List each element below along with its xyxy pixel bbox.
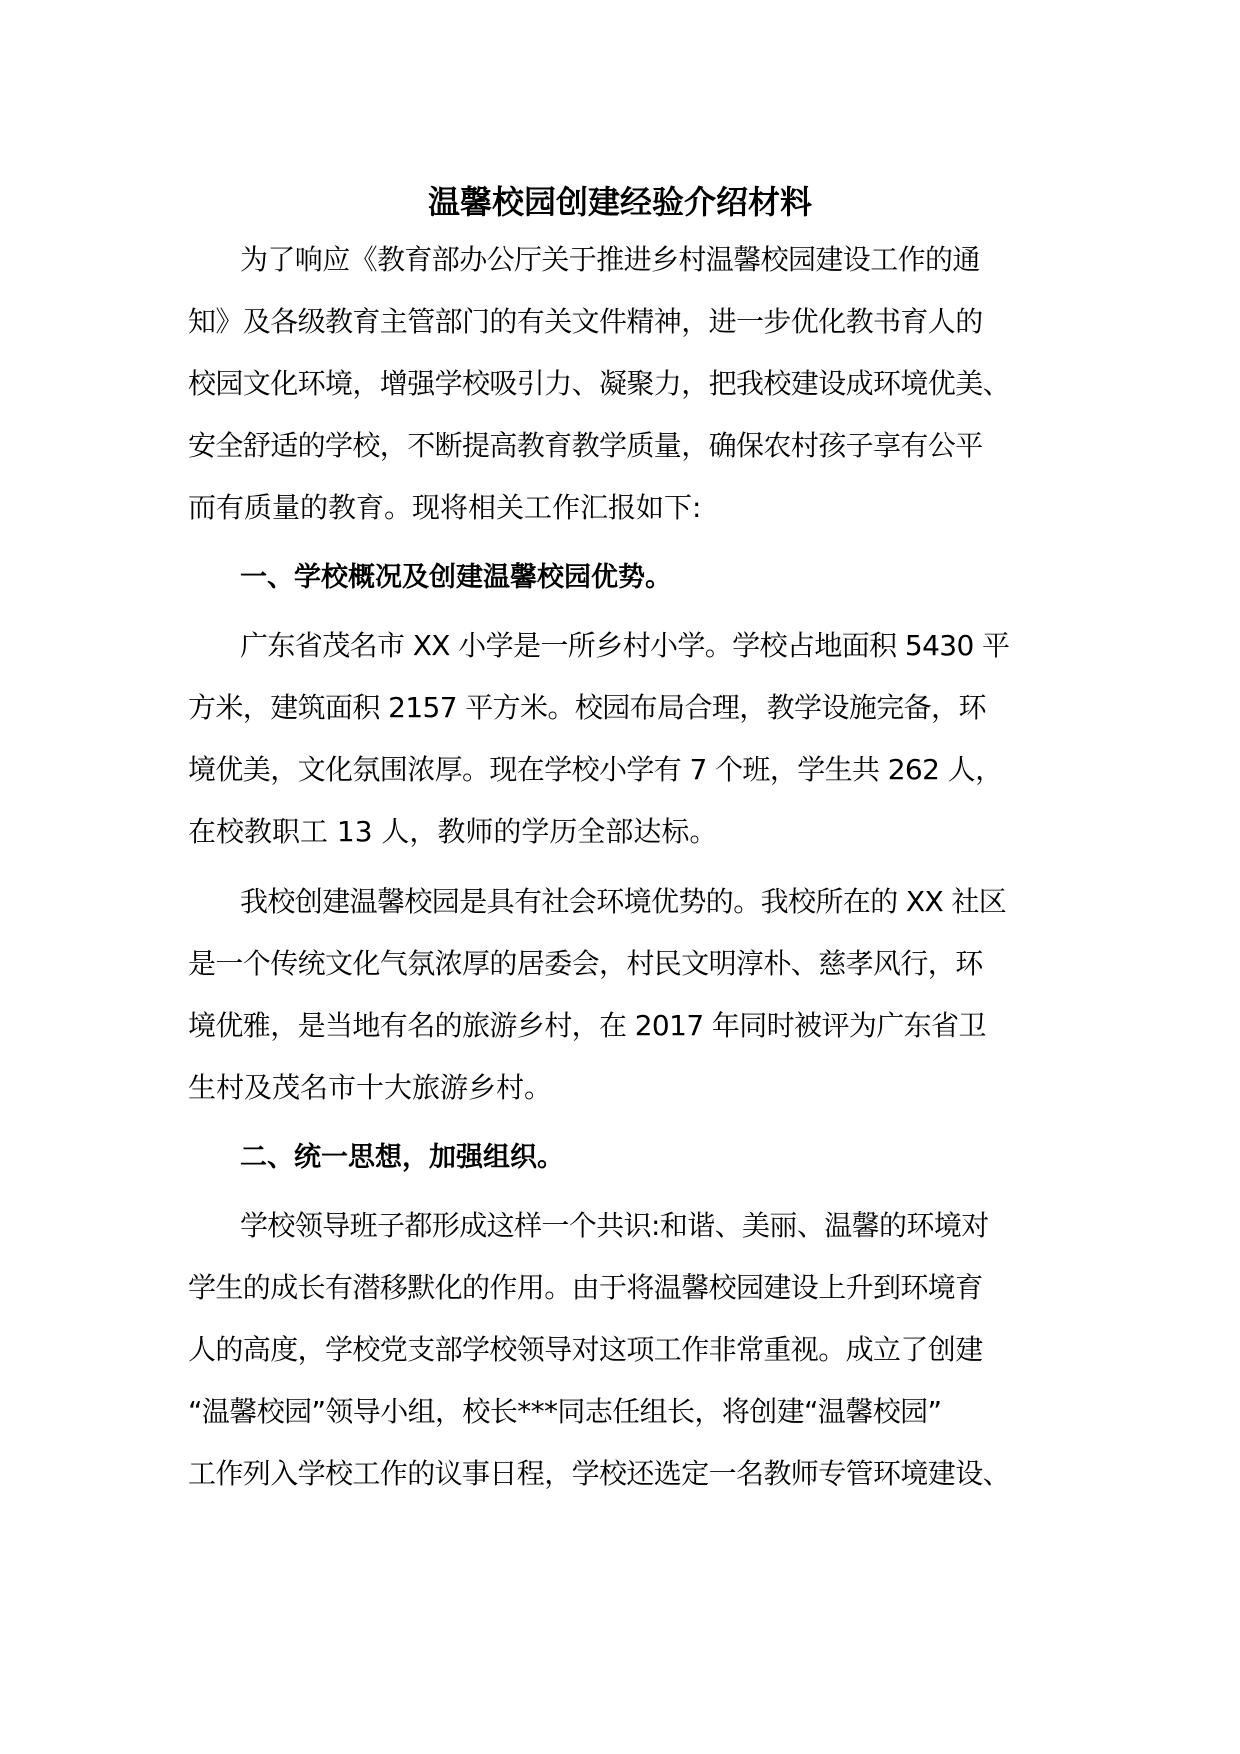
paragraph-1-line-1: 为了响应《教育部办公厅关于推进乡村温馨校园建设工作的通	[240, 243, 980, 276]
paragraph-2-line-1: 广东省茂名市 XX 小学是一所乡村小学。学校占地面积 5430 平	[240, 629, 1010, 662]
paragraph-3-line-2: 是一个传统文化气氛浓厚的居委会，村民文明淳朴、慈孝风行，环	[188, 947, 983, 980]
paragraph-3-line-1: 我校创建温馨校园是具有社会环境优势的。我校所在的 XX 社区	[240, 885, 1007, 918]
paragraph-1-line-4: 安全舒适的学校，不断提高教育教学质量，确保农村孩子享有公平	[188, 429, 983, 462]
document-title: 温馨校园创建经验介绍材料	[427, 183, 812, 221]
paragraph-2-line-3: 境优美，文化氛围浓厚。现在学校小学有 7 个班，学生共 262 人，	[188, 753, 1003, 786]
paragraph-2-line-2: 方米，建筑面积 2157 平方米。校园布局合理，教学设施完备，环	[188, 691, 986, 724]
paragraph-1-line-3: 校园文化环境，增强学校吸引力、凝聚力，把我校建设成环境优美、	[188, 367, 1011, 400]
paragraph-4-line-3: 人的高度，学校党支部学校领导对这项工作非常重视。成立了创建	[188, 1333, 983, 1366]
paragraph-4-line-4: “温馨校园”领导小组，校长***同志任组长，将创建“温馨校园”	[188, 1395, 942, 1428]
paragraph-4-line-1: 学校领导班子都形成这样一个共识:和谐、美丽、温馨的环境对	[240, 1209, 989, 1242]
section-heading-2: 二、统一思想，加强组织。	[240, 1142, 564, 1173]
paragraph-1-line-2: 知》及各级教育主管部门的有关文件精神，进一步优化教书育人的	[188, 305, 983, 338]
paragraph-1-line-5: 而有质量的教育。现将相关工作汇报如下:	[188, 491, 702, 524]
paragraph-3-line-3: 境优雅，是当地有名的旅游乡村，在 2017 年同时被评为广东省卫	[188, 1009, 986, 1042]
paragraph-3-line-4: 生村及茂名市十大旅游乡村。	[188, 1071, 553, 1104]
paragraph-4-line-2: 学生的成长有潜移默化的作用。由于将温馨校园建设上升到环境育	[188, 1271, 983, 1304]
section-heading-1: 一、学校概况及创建温馨校园优势。	[240, 562, 672, 593]
paragraph-4-line-5: 工作列入学校工作的议事日程，学校还选定一名教师专管环境建设、	[188, 1457, 1011, 1490]
paragraph-2-line-4: 在校教职工 13 人，教师的学历全部达标。	[188, 815, 718, 848]
